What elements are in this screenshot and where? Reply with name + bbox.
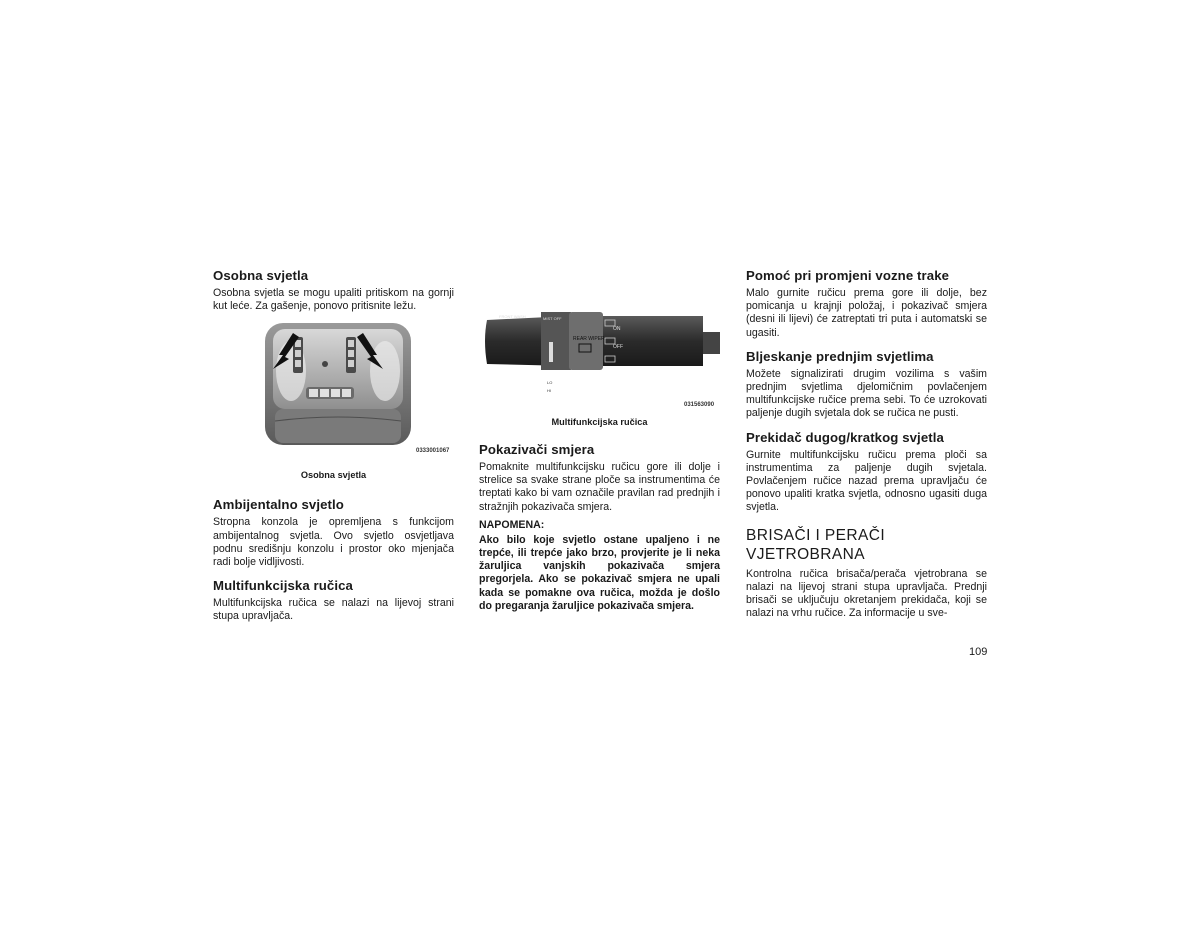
lever-label-mist: MIST OFF bbox=[543, 316, 562, 321]
section-text-multifunction-lever: Multifunkcijska ručica se nalazi na lijevoj strani stupa upravljača. bbox=[213, 597, 454, 623]
page-number: 109 bbox=[969, 646, 988, 658]
section-title-personal-lights: Osobna svjetla bbox=[213, 268, 309, 283]
multifunction-lever-illustration bbox=[479, 300, 720, 412]
figure-multifunction-lever bbox=[479, 300, 720, 412]
lever-label-rear-wiper: REAR WIPER bbox=[573, 336, 605, 342]
chapter-heading-line-1: BRISAČI I PERAČI bbox=[746, 526, 886, 544]
lever-label-lo: LO bbox=[547, 380, 553, 385]
section-title-high-low-beam: Prekidač dugog/kratkog svjetla bbox=[746, 429, 944, 445]
lever-label-hi: HI bbox=[547, 388, 551, 393]
section-text-wipers: Kontrolna ručica brisača/perača vjetrobrana se nalazi na lijevoj strani stupa upravljača. Prednji brisači se uključuju okretanjem prekidača, koji se nalazi na vrhu ručice. Za informacije u sve- bbox=[746, 567, 987, 620]
section-text-flash-to-pass: Možete signalizirati drugim vozilima s vašim prednjim svjetlima djelomičnim povlačenjem multifunkcijske ručice prema sebi. To će uzrokovati paljenje dugih svjetala dok se ručica ne pusti. bbox=[746, 367, 987, 420]
section-title-turn-signals: Pokazivači smjera bbox=[479, 442, 595, 457]
section-title-flash-to-pass: Bljeskanje prednjim svjetlima bbox=[746, 348, 934, 364]
lever-label-on: ON bbox=[613, 326, 621, 332]
figure-caption: Osobna svjetla bbox=[300, 470, 367, 481]
section-text-high-low-beam: Gurnite multifunkcijsku ručicu prema ploči sa instrumentima za paljenje dugih svjetala. Povlačenjem ručice nazad prema upravljaču će ponovo upaliti kratka svjetla, odnosno ugasiti duga svjetla. bbox=[746, 448, 987, 514]
column-right bbox=[746, 268, 987, 620]
figure-caption: Multifunkcijska ručica bbox=[551, 417, 648, 427]
chapter-heading-line-2: VJETROBRANA bbox=[746, 545, 865, 563]
figure-personal-lights bbox=[213, 321, 454, 468]
section-text-ambient-light: Stropna konzola je opremljena s funkcijom ambijentalnog svjetla. Ovo svjetlo osvjetljava podnu središnju konzolu i prostor oko mjenjača radi bolje vidljivosti. bbox=[213, 516, 454, 569]
section-text-turn-signals: Pomaknite multifunkcijsku ručicu gore ili dolje i strelice sa svake strane ploče sa instrumentima će treptati kako bi vam označile pravilan rad prednjih i stražnjih pokazivača smjera. bbox=[479, 461, 720, 513]
section-text-personal-lights: Osobna svjetla se mogu upaliti pritiskom na gornji kut leće. Za gašenje, ponovo pritisnite ležu. bbox=[213, 287, 454, 313]
chapter-heading bbox=[746, 526, 987, 564]
column-left bbox=[213, 268, 454, 624]
lever-label-front-wash: FRONT WASH bbox=[499, 314, 526, 319]
figure-id: 0333001067 bbox=[416, 448, 450, 455]
figure-id: 031563090 bbox=[684, 402, 715, 408]
lever-label-off: OFF bbox=[613, 344, 623, 350]
overhead-console-illustration bbox=[213, 321, 454, 468]
section-text-lane-change: Malo gurnite ručicu prema gore ili dolje, bez pomicanja u krajnji položaj, i pokazivač smjera (desni ili lijevi) će zatreptati tri puta i automatski se ugasiti. bbox=[746, 287, 987, 339]
section-title-multifunction-lever: Multifunkcijska ručica bbox=[213, 578, 353, 594]
note-text: Ako bilo koje svjetlo ostane upaljeno i ne trepće, ili trepće jako brzo, provjerite je li neka žaruljica vanjskih pokazivača smjera pregorjela. Ako se pokazivač smjera ne upali kada se pomakne ova ručica, možda je došlo do pregaranja žaruljice pokazivača smjera. bbox=[479, 533, 720, 612]
column-middle bbox=[479, 300, 720, 613]
section-title-ambient-light: Ambijentalno svjetlo bbox=[213, 497, 344, 513]
section-title-lane-change: Pomoć pri promjeni vozne trake bbox=[746, 268, 950, 283]
note-label: NAPOMENA: bbox=[479, 518, 545, 531]
